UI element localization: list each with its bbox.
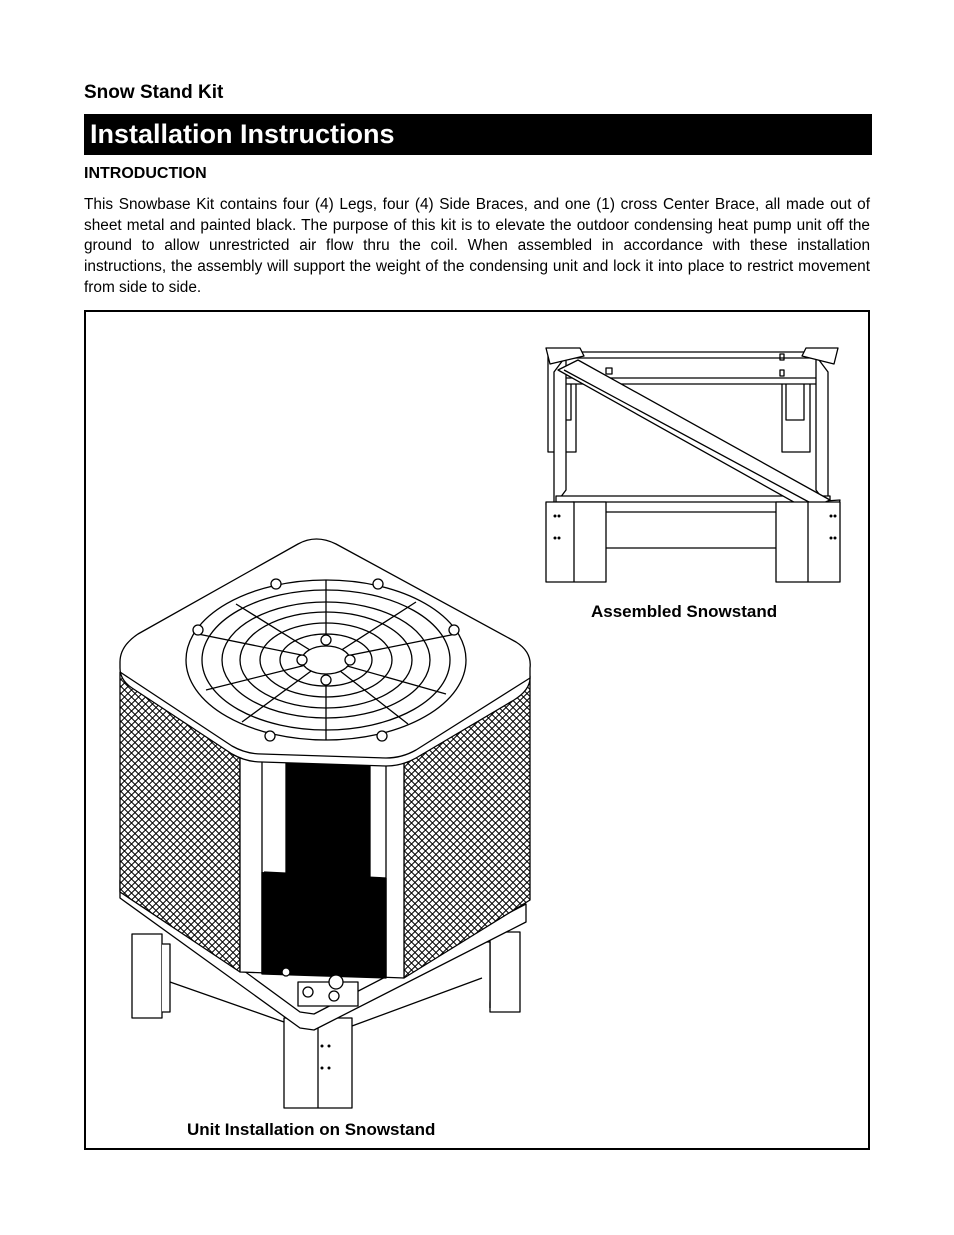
unit-on-snowstand-drawing [120, 539, 530, 1108]
caption-unit-installation: Unit Installation on Snowstand [187, 1120, 436, 1139]
figure-frame [84, 310, 870, 1150]
assembled-snowstand-drawing [546, 348, 840, 582]
section-heading-introduction: INTRODUCTION [84, 165, 207, 182]
figure-illustration [86, 312, 868, 1148]
page-title: Installation Instructions [90, 119, 395, 149]
title-banner [84, 114, 872, 155]
caption-assembled-snowstand: Assembled Snowstand [591, 602, 778, 621]
intro-paragraph: This Snowbase Kit contains four (4) Legs, four (4) Side Braces, and one (1) cross Center Brace, all made out of sheet metal and painted black. The purpose of this kit is to elevate the outdoor condensing heat pump unit off the ground to allow unrestricted air flow thru the coil. When assembled in accordance with these installation instructions, the assembly will support the weight of the condensing unit and lock it into place to restrict movement from side to side. [84, 196, 870, 296]
kit-title: Snow Stand Kit [84, 82, 224, 103]
